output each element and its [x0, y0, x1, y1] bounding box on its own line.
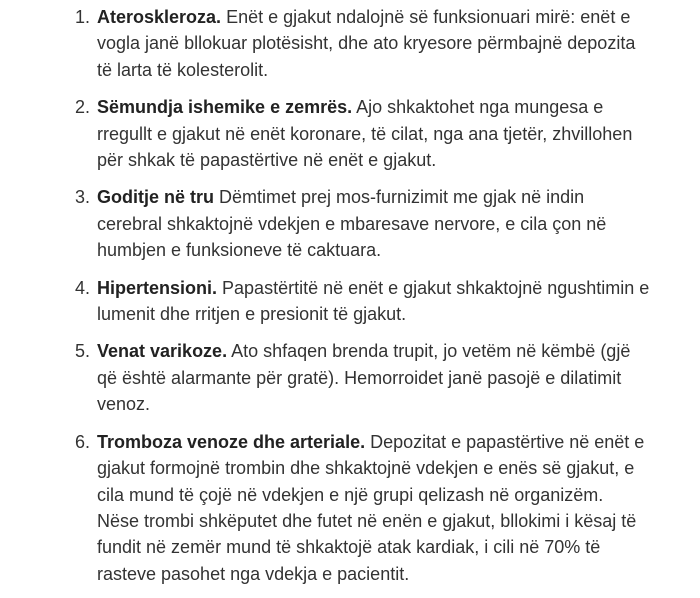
list-item-number: 3. [75, 187, 91, 208]
list-item-term: Hipertensioni. [97, 277, 218, 298]
list-item-text: Dëmtimet prej mos-furnizimit me gjak në indin cerebral shkaktojnë vdekjen e mbaresave nervore, e cila çon në humbjen e funksioneve të caktuara. [97, 187, 607, 261]
list-item-term: Sëmundja ishemike e zemrës. [97, 97, 353, 118]
list-item-text: Depozitat e papastërtive në enët e gjakut formojnë trombin dhe shkaktojnë vdekjen e enës së gjakut, e cila mund të çojë në vdekjen e një grupi qelizash në organizëm. Nëse trombi shkëputet dhe futet në enën e gjakut, bllokimi i kësaj të fundit në zemër mund të shkaktojë atak kardiak, i cili në 70% të rasteve pasohet nga vdekja e pacientit. [97, 431, 645, 584]
list-item [0, 4, 700, 83]
list-item [0, 275, 700, 328]
list-item-text: Ato shfaqen brenda trupit, jo vetëm në këmbë (gjë që është alarmante për gratë). Hemorroidet janë pasojë e dilatimit venoz. [97, 341, 631, 415]
list-item [0, 184, 700, 263]
list-item-term: Venat varikoze. [97, 341, 228, 362]
list-item-number: 5. [75, 341, 91, 362]
list-item-text: Papastërtitë në enët e gjakut shkaktojnë ngushtimin e lumenit dhe rritjen e presionit të gjakut. [97, 277, 650, 325]
list-item-text: Enët e gjakut ndalojnë së funksionuari mirë: enët e vogla janë bllokuar plotësisht, dhe ato kryesore përmbajnë depozita të larta të kolesterolit. [97, 7, 636, 80]
list-item [0, 338, 700, 417]
list-item-number: 2. [75, 97, 91, 118]
list-item-number: 6. [75, 431, 91, 452]
list-item [0, 429, 700, 587]
list-item-number: 4. [75, 277, 91, 298]
list-item-number: 1. [75, 7, 91, 27]
list-item [0, 94, 700, 173]
list-item-text: Ajo shkaktohet nga mungesa e rregullt e gjakut në enët koronare, të cilat, nga ana tjetër, zhvillohen për shkak të papastërtive në enët e gjakut. [97, 97, 633, 171]
list-item-term: Ateroskleroza. [97, 7, 222, 27]
list-item-term: Goditje në tru [97, 187, 214, 208]
disease-list [0, 4, 700, 598]
list-item-term: Tromboza venoze dhe arteriale. [97, 431, 366, 452]
